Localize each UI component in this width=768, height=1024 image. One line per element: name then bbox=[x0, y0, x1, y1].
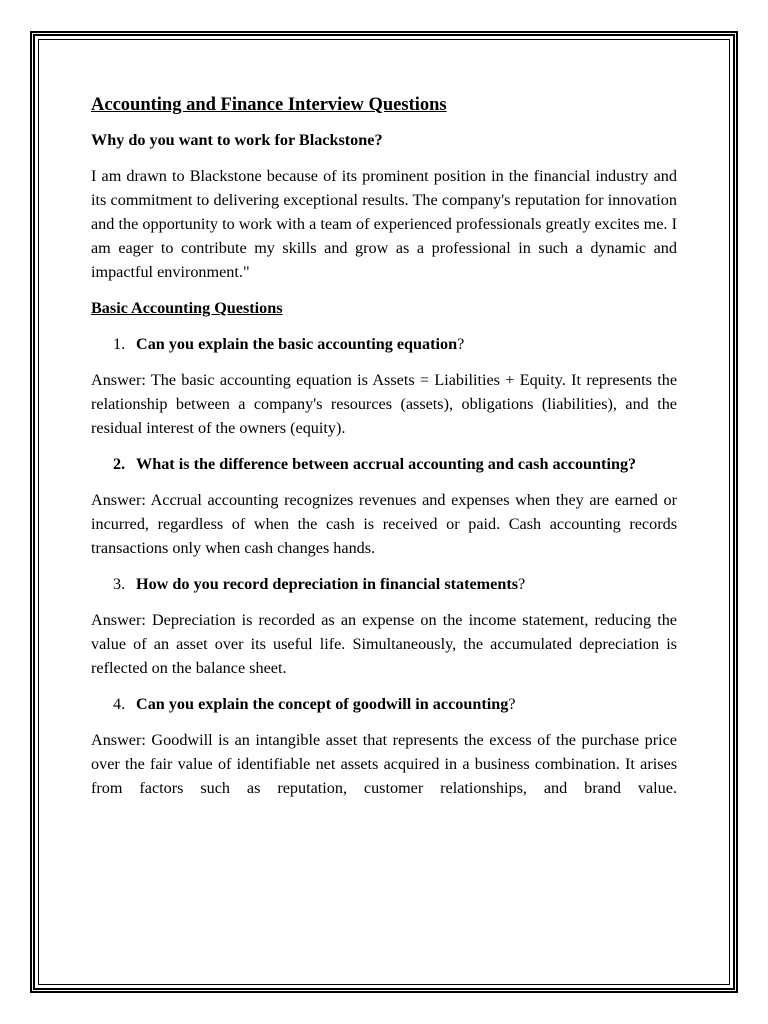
document-title: Accounting and Finance Interview Questions bbox=[91, 95, 447, 115]
question-item-1 bbox=[91, 332, 677, 356]
question-suffix: ? bbox=[457, 335, 465, 353]
question-text: Can you explain the concept of goodwill in accounting bbox=[136, 695, 509, 713]
question-number: 4. bbox=[113, 695, 126, 713]
answer-3: Answer: Depreciation is recorded as an expense on the income statement, reducing the value of an asset over its useful life. Simultaneously, the accumulated depreciation is reflected on the balance sheet. bbox=[91, 611, 677, 677]
question-item-4 bbox=[91, 692, 677, 716]
intro-question: Why do you want to work for Blackstone? bbox=[91, 131, 383, 149]
document-body bbox=[91, 92, 677, 812]
question-number: 3. bbox=[113, 575, 126, 593]
answer-1: Answer: The basic accounting equation is Assets = Liabilities + Equity. It represents the relationship between a company's resources (assets), obligations (liabilities), and the residual interest of the owners (equity). bbox=[91, 371, 677, 437]
question-item-3 bbox=[91, 572, 677, 596]
question-text: How do you record depreciation in financial statements bbox=[136, 575, 519, 593]
question-suffix: ? bbox=[518, 575, 526, 593]
question-number: 2. bbox=[113, 455, 126, 473]
answer-2: Answer: Accrual accounting recognizes revenues and expenses when they are earned or incurred, regardless of when the cash is received or paid. Cash accounting records transactions only when cash changes hands. bbox=[91, 491, 677, 557]
question-number: 1. bbox=[113, 335, 126, 353]
answer-4: Answer: Goodwill is an intangible asset that represents the excess of the purchase price over the fair value of identifiable net assets acquired in a business combination. It arises from factors such as reputation, customer relationships, and brand value. bbox=[91, 731, 677, 797]
question-suffix: ? bbox=[508, 695, 516, 713]
question-text: Can you explain the basic accounting equation bbox=[136, 335, 458, 353]
question-text: What is the difference between accrual accounting and cash accounting? bbox=[136, 455, 637, 473]
question-item-2 bbox=[91, 452, 677, 476]
section-heading: Basic Accounting Questions bbox=[91, 299, 283, 317]
intro-answer: I am drawn to Blackstone because of its prominent position in the financial industry and its commitment to delivering exceptional results. The company's reputation for innovation and the opportunity to work with a team of experienced professionals greatly excites me. I am eager to contribute my skills and grow as a professional in such a dynamic and impactful environment." bbox=[91, 167, 677, 281]
